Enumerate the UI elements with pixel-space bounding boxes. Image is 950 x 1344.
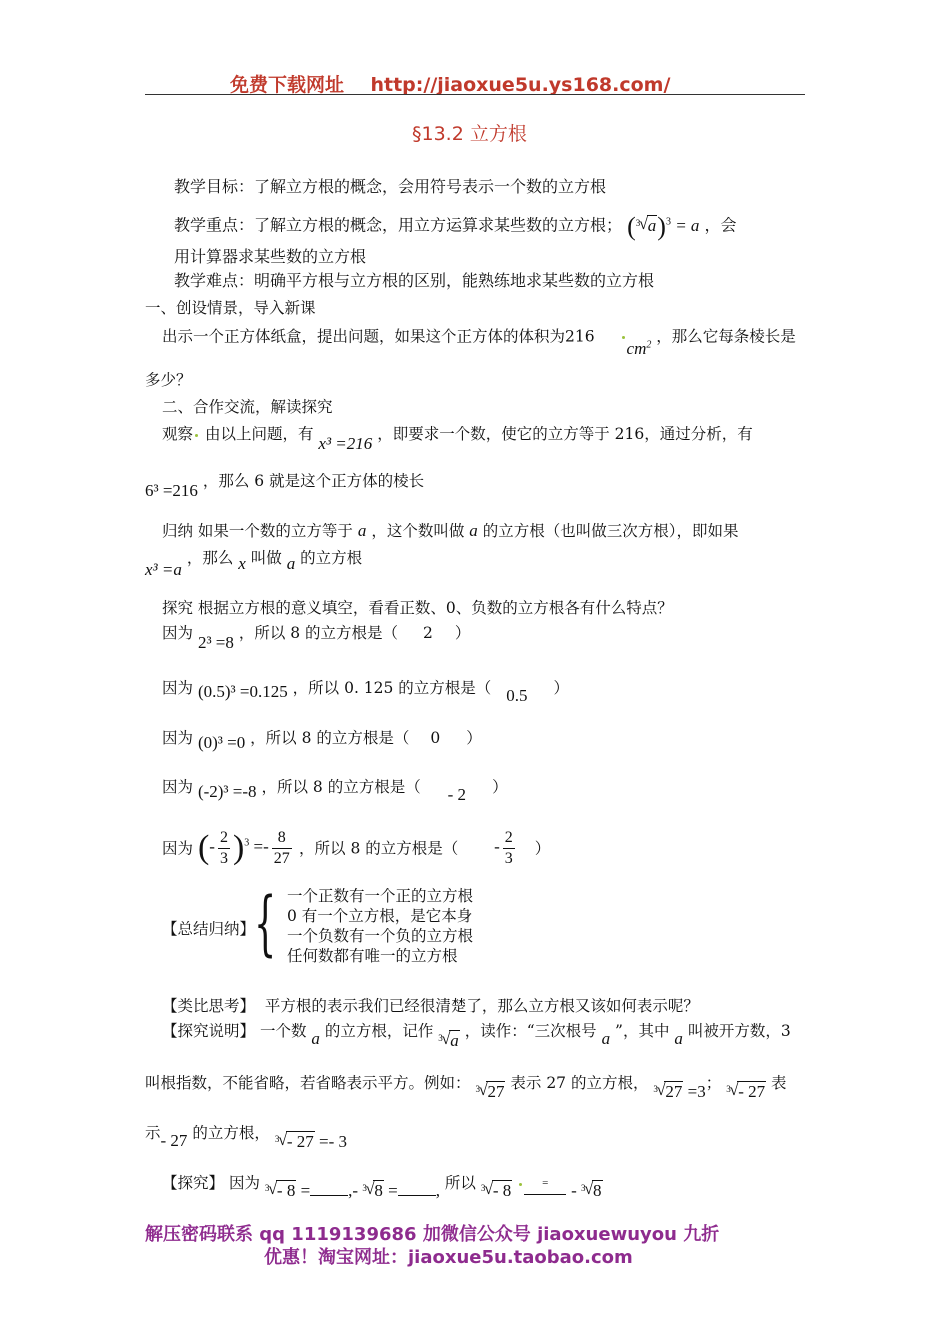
observe-label: 观察 [162,425,194,443]
explain-line-1: 【探究说明】 一个数 a 的立方根，记作 √ 3 a ，读作：“三次根号 a ”，其中 a 叫被开方数，3 [162,1020,791,1042]
section-1-heading: 一、创设情景，导入新课 [145,299,316,317]
goal-line-1: 教学目标：了解立方根的概念，会用符号表示一个数的立方根 [174,177,607,196]
summary-label: 【总结归纳】 [162,920,256,938]
example-row-4 [162,776,508,804]
explain-eq-2: =- 3 [319,1132,347,1151]
summary-list [287,886,473,966]
observe-line-2 [145,470,425,500]
example-row-1 [162,622,471,652]
explain-text-f: 叫根指数，不能省略，若省略表示平方。例如： [145,1074,471,1092]
goal-line-2 [174,211,737,241]
example-row-2 [162,677,570,705]
explain-text-a: 一个数 [259,1022,307,1040]
because-label: 因为 [162,679,194,697]
row-5-close: ） [534,839,551,858]
summary-item: 一个正数有一个正的立方根 [287,887,474,905]
row-5-answer: - $\frac{2}{3}$ [494,829,513,867]
row-1-text: ，所以 8 的立方根是（ [238,624,399,642]
explain-text-j: 的立方根， [192,1124,270,1142]
row-4-expr: (-2)³ =-8 [197,782,257,801]
explain-text-e: 叫被开方数，3 [687,1022,791,1040]
row-2-close: ） [553,679,570,697]
row-2-answer: 0.5 [506,686,528,705]
row-4-close: ） [492,778,508,796]
explain-text-g: 表示 27 的立方根， [510,1074,649,1092]
blank-input[interactable] [310,1181,348,1196]
induce-text-5: 叫做 [250,549,282,567]
row-5-ans-den: 3 [504,850,513,867]
row-2-text: ，所以 0. 125 的立方根是（ [292,679,492,697]
unit-cm: $cm^2$ [626,338,652,358]
analogy-text: 平方根的表示我们已经很清楚了，那么立方根又该如何表示呢？ [264,997,699,1015]
summary-item: 0 有一个立方根，是它本身 [287,907,473,925]
induce-line: 归纳 如果一个数的立方等于 a ，这个数叫做 a 的立方根（也叫做三次方根），即如果 [162,521,739,540]
analogy-line [162,995,699,1017]
section-1-text-end: ，那么它每条棱长是 [656,327,796,346]
explain-text-h: 表 [771,1074,787,1092]
footer-line-1: 解压密码联系 qq 1119139686 加微信公众号 jiaoxuewuyou 九折 [145,1224,720,1245]
row-5-ans-num: 2 [503,828,515,849]
explain-line-3: 示- 27 的立方根， √ 3 - 27 =- 3 [145,1122,347,1144]
goal-line-2-end: ，会 [704,215,737,235]
observe-line [162,423,753,453]
explain-text-c: ，读作：“三次根号 [464,1022,597,1040]
explain-text-d: ”，其中 [615,1022,670,1040]
induce-line-2: x³ =a ，那么 x 叫做 a 的立方根 [145,549,363,579]
row-1-expr: 2³ =8 [197,633,234,652]
induce-text-6: 的立方根 [300,549,363,567]
observe-text: 由以上问题，有 [204,425,314,443]
explore-line: 探究 根据立方根的意义填空，看看正数、0、负数的立方根各有什么特点？ [162,599,673,617]
explore2-line: 【探究】 因为 √ 3 - 8 = ,- √ 3 8 = , 所以 √ 3 - 8 = - √ 3 8 [162,1172,603,1197]
analogy-label: 【类比思考】 [162,997,256,1015]
row-3-close: ） [466,729,482,747]
summary-brace: { [254,882,277,964]
because-label: 因为 [162,839,194,858]
row-5-expr: (- $\frac{2}{3}$ )$^3$ =- $\frac{8}{27}$ [197,829,290,867]
row-4-answer: - 2 [447,785,467,804]
induce-text-2: ，这个数叫做 [371,522,465,540]
induce-text-1: 归纳 如果一个数的立方等于 [162,522,353,540]
observe-eq: x³ =216 [318,434,373,453]
observe-eq-2: 6³ =216 [145,481,198,500]
explain-line-2: 叫根指数，不能省略，若省略表示平方。例如： √ 3 27 表示 27 的立方根， √ 3 27 =3； √ 3 - 27 表 [145,1072,787,1094]
section-1-para [162,322,796,358]
explore2-so: 所以 [444,1174,476,1192]
explain-text-b: 的立方根，记作 [324,1022,434,1040]
row-4-text: ，所以 8 的立方根是（ [261,778,421,796]
header-divider [145,94,805,95]
explain-eq-1: =3 [687,1082,706,1101]
explain-neg27: - 27 [160,1131,188,1150]
goal-line-3: 用计算器求某些数的立方根 [174,247,367,266]
header [230,70,670,97]
explore2-neg: - [571,1181,577,1200]
goal-line-4: 教学难点：明确平方根与立方根的区别，能熟练地求某些数的立方根 [174,271,655,290]
explore2-because: 因为 [228,1174,260,1192]
row-3-text: ，所以 8 的立方根是（ [250,729,410,747]
observe-text-3: ，那么 6 就是这个正方体的棱长 [202,472,425,490]
row-2-expr: (0.5)³ =0.125 [197,682,288,701]
explain-text-i: 示 [145,1124,161,1142]
row-5-rhs-num: 8 [272,828,292,849]
explore2-label: 【探究】 [162,1174,225,1192]
row-3-expr: (0)³ =0 [197,733,246,752]
section-2-heading: 二、合作交流，解读探究 [162,398,333,416]
induce-text-4: ，那么 [186,549,234,567]
row-1-answer: 2 [422,624,433,642]
example-row-5 [162,828,550,869]
row-3-answer: 0 [430,729,441,747]
because-label: 因为 [162,778,194,796]
goal-line-2-text: 教学重点：了解立方根的概念，用立方运算求某些数的立方根； [174,215,623,235]
goal-formula: ( √ 3 a)$^3$ = a [627,216,699,235]
unit-cm-text: cm [626,338,647,358]
row-5-rhs-den: 27 [273,850,290,867]
because-label: 因为 [162,624,194,642]
row-5-num: 2 [218,828,230,849]
page-title: §13.2 立方根 [412,123,527,145]
summary-item: 一个负数有一个负的立方根 [287,927,474,945]
header-url[interactable]: http://jiaoxue5u.ys168.com/ [370,74,671,96]
summary-item: 任何数都有唯一的立方根 [287,947,458,965]
induce-text-3: 的立方根（也叫做三次方根），即如果 [482,522,739,540]
observe-text-2: ，即要求一个数，使它的立方等于 216，通过分析，有 [377,425,753,443]
row-5-text: ，所以 8 的立方根是（ [299,839,459,858]
induce-eq: x³ =a [145,560,182,579]
explore2-equals: = [524,1172,566,1195]
because-label: 因为 [162,729,194,747]
row-1-close: ） [454,624,471,642]
header-label: 免费下载网址 [230,74,345,96]
section-1-text: 出示一个正方体纸盒，提出问题，如果这个正方体的体积为216 [162,327,595,346]
blank-input[interactable] [398,1181,436,1196]
footer-line-2: 优惠！淘宝网址：jiaoxue5u.taobao.com [264,1247,633,1268]
goal-formula-rhs: = a [675,215,700,235]
explain-label: 【探究说明】 [162,1022,256,1040]
row-5-den: 3 [219,850,228,867]
section-1-para-end: 多少？ [145,371,192,389]
example-row-3 [162,727,482,752]
